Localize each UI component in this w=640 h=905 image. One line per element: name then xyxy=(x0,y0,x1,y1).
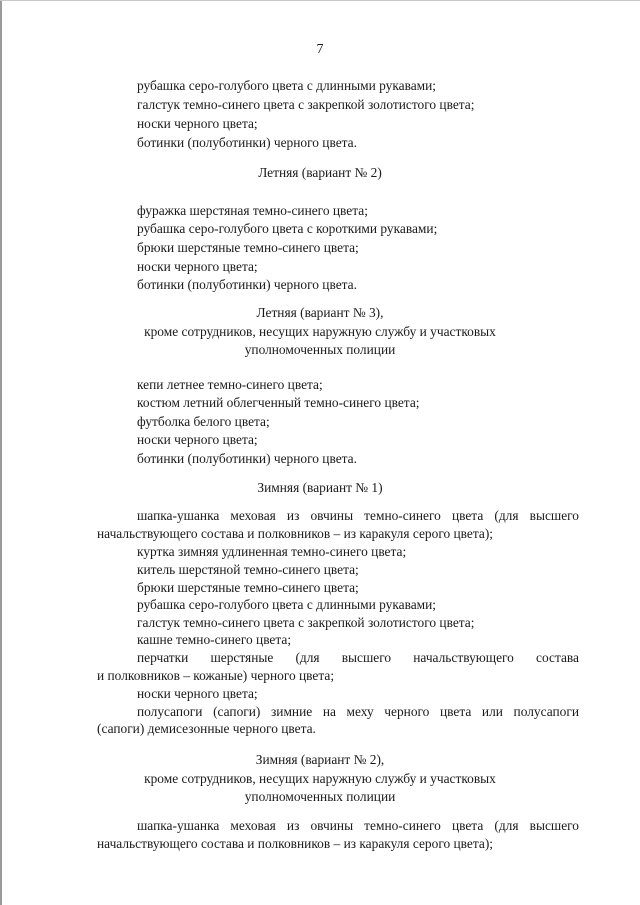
section-heading-line: уполномоченных полиции xyxy=(244,789,396,804)
list-item: футболка белого цвета; xyxy=(137,414,270,429)
list-item: галстук темно-синего цвета с закрепкой золотистого цвета; xyxy=(137,97,475,112)
section-heading: Летняя (вариант № 2) xyxy=(258,165,382,180)
page-number: 7 xyxy=(316,42,324,57)
section-heading-line: уполномоченных полиции xyxy=(244,342,396,357)
list-item: костюм летний облегченный темно-синего цвета; xyxy=(137,395,420,410)
list-item: носки черного цвета; xyxy=(137,686,258,701)
section-heading-line: кроме сотрудников, несущих наружную службу и участковых xyxy=(144,324,496,339)
scan-edge-top xyxy=(0,0,640,1)
list-item: ботинки (полуботинки) черного цвета. xyxy=(137,277,357,292)
list-item: рубашка серо-голубого цвета с длинными рукавами; xyxy=(137,78,437,93)
paragraph-line: (сапоги) демисезонные черного цвета. xyxy=(97,721,316,736)
list-item: галстук темно-синего цвета с закрепкой золотистого цвета; xyxy=(137,615,475,630)
section-heading: Зимняя (вариант № 2), xyxy=(255,752,385,767)
list-item: ботинки (полуботинки) черного цвета. xyxy=(137,135,357,150)
paragraph-line: начальствующего состава и полковников – из каракуля серого цвета); xyxy=(97,836,494,851)
list-item: кепи летнее темно-синего цвета; xyxy=(137,377,323,392)
paragraph-line: шапка-ушанка меховая из овчины темно-синего цвета (для высшего xyxy=(137,818,579,833)
list-item: куртка зимняя удлиненная темно-синего цвета; xyxy=(137,544,407,559)
list-item: китель шерстяной темно-синего цвета; xyxy=(137,562,359,577)
list-item: кашне темно-синего цвета; xyxy=(137,632,292,647)
list-item: брюки шерстяные темно-синего цвета; xyxy=(137,580,359,595)
list-item: ботинки (полуботинки) черного цвета. xyxy=(137,451,357,466)
section-heading-line: кроме сотрудников, несущих наружную службу и участковых xyxy=(144,771,496,786)
list-item: рубашка серо-голубого цвета с короткими рукавами; xyxy=(137,221,438,236)
list-item: рубашка серо-голубого цвета с длинными рукавами; xyxy=(137,597,437,612)
paragraph-line: полусапоги (сапоги) зимние на меху черного цвета или полусапоги xyxy=(137,704,579,719)
paragraph-line: шапка-ушанка меховая из овчины темно-синего цвета (для высшего xyxy=(137,508,579,523)
paragraph-line: перчатки шерстяные (для высшего начальствующего состава xyxy=(137,650,579,665)
list-item: носки черного цвета; xyxy=(137,259,258,274)
list-item: носки черного цвета; xyxy=(137,432,258,447)
section-heading: Зимняя (вариант № 1) xyxy=(257,480,383,495)
section-heading: Летняя (вариант № 3), xyxy=(256,305,384,320)
list-item: носки черного цвета; xyxy=(137,116,258,131)
list-item: фуражка шерстяная темно-синего цвета; xyxy=(137,203,368,218)
list-item: брюки шерстяные темно-синего цвета; xyxy=(137,240,359,255)
paragraph-line: начальствующего состава и полковников – из каракуля серого цвета); xyxy=(97,526,494,541)
paragraph-line: и полковников – кожаные) черного цвета; xyxy=(97,668,335,683)
